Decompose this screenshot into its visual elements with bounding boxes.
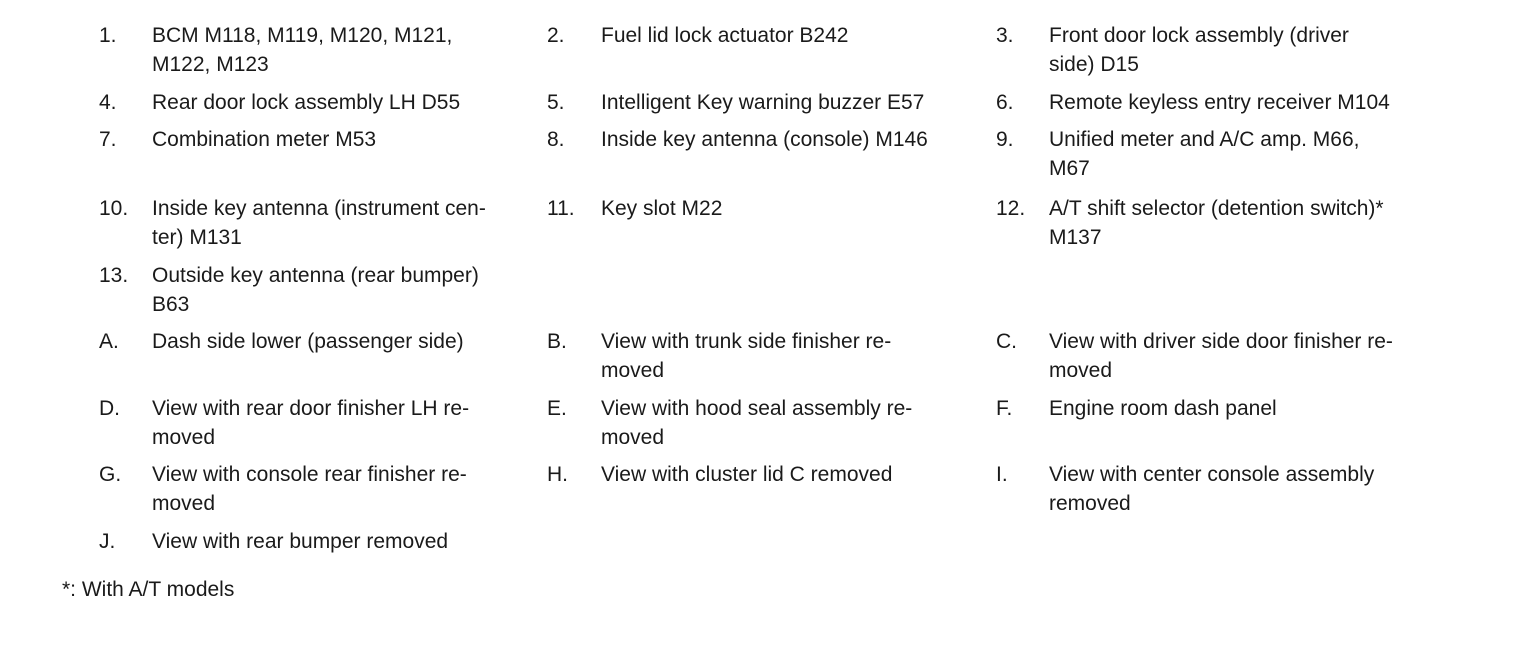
legend-item-line: B63: [152, 293, 190, 316]
legend-item-number: G.: [99, 463, 122, 486]
legend-item-number: 12.: [996, 197, 1026, 220]
legend-item-description: [601, 88, 981, 117]
legend-item-line: View with driver side door finisher re-: [1049, 330, 1393, 353]
legend-item-line: BCM M118, M119, M120, M121,: [152, 24, 453, 47]
legend-item-number: D.: [99, 397, 120, 420]
legend-item-line: A/T shift selector (detention switch)*: [1049, 197, 1384, 220]
legend-item-description: [152, 88, 532, 117]
legend-item-description: [601, 394, 981, 452]
legend-item-number: 7.: [99, 128, 117, 151]
legend-item-description: [1049, 125, 1449, 183]
legend-item-number: 8.: [547, 128, 565, 151]
legend-item-line: View with trunk side finisher re-: [601, 330, 892, 353]
legend-item-line: Intelligent Key warning buzzer E57: [601, 91, 925, 114]
legend-item-description: [152, 261, 532, 319]
legend-item-number: 9.: [996, 128, 1014, 151]
legend-item-line: Fuel lid lock actuator B242: [601, 24, 849, 47]
legend-item-number: 1.: [99, 24, 117, 47]
legend-item-description: [152, 527, 532, 556]
legend-item-number: C.: [996, 330, 1017, 353]
legend-item-description: [1049, 21, 1449, 79]
legend-item-description: [152, 394, 532, 452]
legend-item-number: 5.: [547, 91, 565, 114]
legend-item-line: moved: [601, 359, 665, 382]
legend-item-line: View with console rear finisher re-: [152, 463, 467, 486]
legend-item-line: moved: [152, 492, 216, 515]
legend-item-description: [152, 21, 532, 79]
legend-item-line: Front door lock assembly (driver: [1049, 24, 1349, 47]
legend-item-line: Engine room dash panel: [1049, 397, 1277, 420]
legend-item-line: View with hood seal assembly re-: [601, 397, 913, 420]
legend-item-line: View with cluster lid C removed: [601, 463, 893, 486]
legend-item-description: [601, 21, 981, 50]
legend-item-line: View with rear door finisher LH re-: [152, 397, 470, 420]
legend-item-description: [1049, 460, 1449, 518]
legend-item-line: moved: [152, 426, 216, 449]
legend-item-description: [1049, 194, 1449, 252]
legend-item-line: M137: [1049, 226, 1102, 249]
legend-item-line: M67: [1049, 157, 1090, 180]
legend-item-line: ter) M131: [152, 226, 242, 249]
legend-item-line: Outside key antenna (rear bumper): [152, 264, 479, 287]
legend-item-number: I.: [996, 463, 1008, 486]
legend-item-line: Combination meter M53: [152, 128, 377, 151]
legend-item-number: 2.: [547, 24, 565, 47]
legend-item-number: J.: [99, 530, 116, 553]
legend-item-description: [152, 125, 532, 154]
legend-item-line: View with rear bumper removed: [152, 530, 449, 553]
legend-item-number: 10.: [99, 197, 129, 220]
legend-item-number: F.: [996, 397, 1013, 420]
legend-item-line: Key slot M22: [601, 197, 723, 220]
legend-item-line: Dash side lower (passenger side): [152, 330, 464, 353]
legend-item-description: [1049, 88, 1449, 117]
legend-item-number: 6.: [996, 91, 1014, 114]
legend-item-description: [152, 194, 532, 252]
legend-item-line: Rear door lock assembly LH D55: [152, 91, 461, 114]
legend-item-number: 4.: [99, 91, 117, 114]
legend-item-line: side) D15: [1049, 53, 1139, 76]
legend-item-line: Remote keyless entry receiver M104: [1049, 91, 1390, 114]
legend-item-number: H.: [547, 463, 568, 486]
legend-item-description: [1049, 394, 1449, 423]
legend-item-line: Unified meter and A/C amp. M66,: [1049, 128, 1360, 151]
legend-item-description: [601, 125, 981, 154]
legend-item-line: moved: [601, 426, 665, 449]
legend-item-description: [601, 194, 981, 223]
legend-item-number: 3.: [996, 24, 1014, 47]
legend-item-line: M122, M123: [152, 53, 269, 76]
legend-item-line: Inside key antenna (console) M146: [601, 128, 928, 151]
legend-item-line: Inside key antenna (instrument cen-: [152, 197, 486, 220]
legend-item-description: [152, 460, 532, 518]
legend-item-line: removed: [1049, 492, 1131, 515]
legend-item-number: E.: [547, 397, 567, 420]
legend-item-number: 11.: [547, 197, 575, 220]
legend-item-number: A.: [99, 330, 119, 353]
legend-item-line: View with center console assembly: [1049, 463, 1375, 486]
legend-item-description: [601, 327, 981, 385]
legend-item-description: [1049, 327, 1449, 385]
legend-item-number: 13.: [99, 264, 129, 287]
footnote: *: With A/T models: [62, 578, 235, 601]
legend-item-description: [152, 327, 532, 356]
legend-item-description: [601, 460, 981, 489]
legend-item-line: moved: [1049, 359, 1113, 382]
legend-item-number: B.: [547, 330, 567, 353]
